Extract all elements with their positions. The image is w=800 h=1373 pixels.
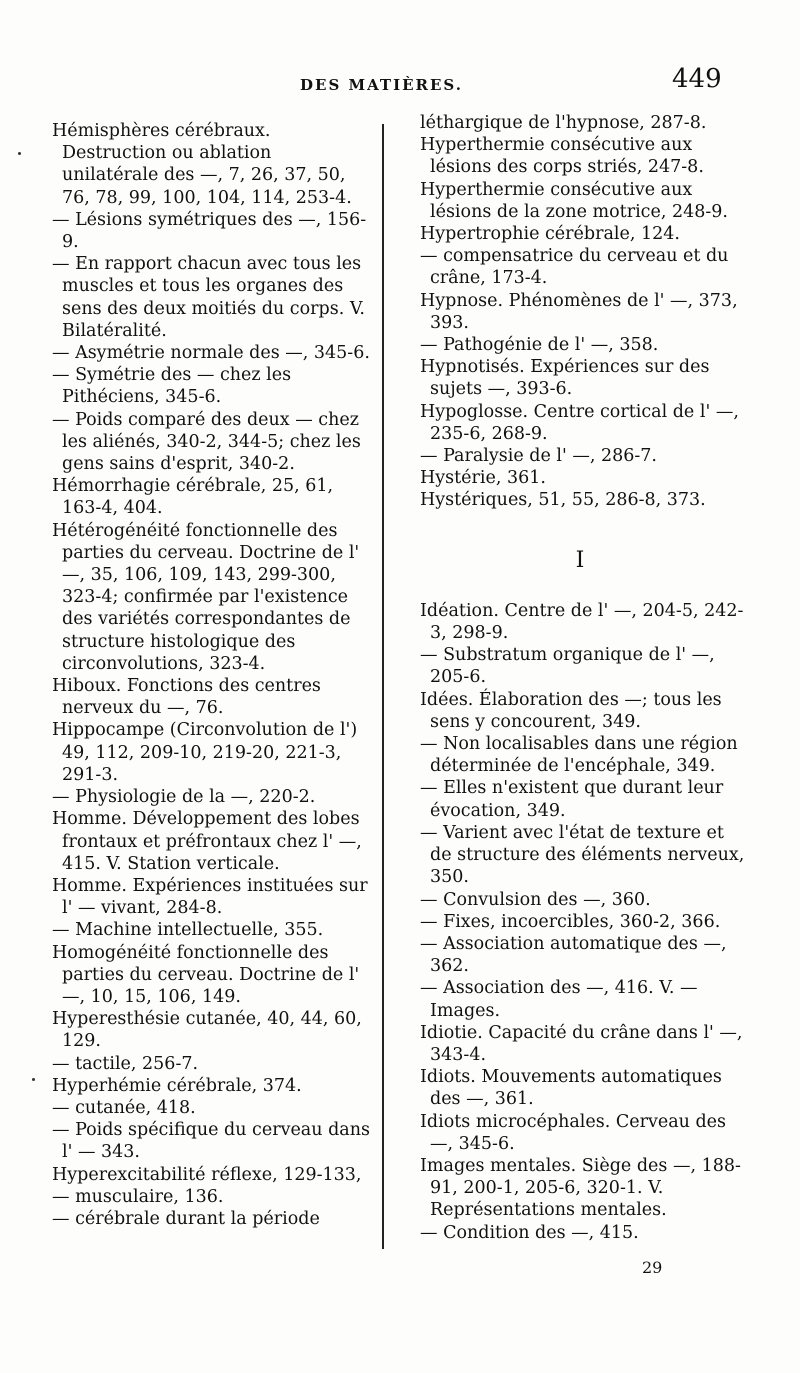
index-entry: — Substratum organique de l' —, 205-6. [420,645,715,688]
index-entry: — Lésions symétriques des —, 156-9. [52,209,367,253]
index-entry: léthargique de l'hypnose, 287-8. [420,113,707,133]
index-entry: Hypnose. Phénomènes de l' —, 373, 393. [420,290,738,333]
index-entry: — Symétrie des — chez les Pithéciens, 345-6. [52,365,292,408]
index-entry: — tactile, 256-7. [52,1053,199,1074]
index-entry: — Fixes, incoercibles, 360-2, 366. [420,911,721,932]
index-entry: — Asymétrie normale des —, 345-6. [52,343,370,364]
index-entry: Idéation. Centre de l' —, 204-5, 242-3, 298-9. [420,600,744,644]
index-entry: Hémisphères cérébraux. Destruction ou ablation unilatérale des —, 7, 26, 37, 50, 76, 78, 99, 100, 104, 114, 253-4. [52,121,352,208]
index-entry: Homogénéité fonctionnelle des parties du cerveau. Doctrine de l' —, 10, 15, 106, 149. [52,942,360,1007]
index-entry: Idiotie. Capacité du crâne dans l' —, 343-4. [420,1022,743,1065]
right-column-i-entries [410,600,750,1244]
index-entry: Hippocampe (Circonvolution de l') 49, 112, 209-10, 219-20, 221-3, 291-3. [52,720,358,785]
index-entry: — Non localisables dans une région déterminée de l'encéphale, 349. [420,734,738,777]
right-column [410,112,750,1244]
index-entry: Hémorrhagie cérébrale, 25, 61, 163-4, 404. [52,476,334,519]
running-header: DES MATIÈRES. [300,76,463,94]
index-entry: — Association automatique des —, 362. [420,933,727,977]
index-entry: Homme. Expériences instituées sur l' — vivant, 284-8. [52,875,368,919]
index-entry: Hystériques, 51, 55, 286-8, 373. [420,490,706,511]
index-entry: Images mentales. Siège des —, 188-91, 200-1, 205-6, 320-1. V. Représentations mentales. [420,1155,741,1221]
index-entry: Hypnotisés. Expériences sur des sujets —, 393-6. [420,357,710,400]
index-entry: Hystérie, 361. [420,468,546,489]
index-entry: — cérébrale durant la période [52,1208,320,1229]
section-letter-heading: I [575,547,585,573]
index-entry: — Paralysie de l' —, 286-7. [420,446,657,467]
index-entry: Idiots microcéphales. Cerveau des —, 345-6. [420,1111,727,1154]
index-entry: — Physiologie de la —, 220-2. [52,787,316,808]
index-entry: — Poids spécifique du cerveau dans l' — 343. [52,1120,370,1163]
index-entry: — Elles n'existent que durant leur évocation, 349. [420,778,724,821]
index-entry: Idiots. Mouvements automatiques des —, 361. [420,1067,722,1110]
index-entry: Idées. Élaboration des —; tous les sens y concourent, 349. [420,689,722,732]
index-entry: Hypoglosse. Centre cortical de l' —, 235-6, 268-9. [420,401,739,444]
index-entry: Hétérogénéité fonctionnelle des parties du cerveau. Doctrine de l' —, 35, 106, 109, 143, 299-300, 323-4; confirmée par l'existence des variétés correspondantes de structure histologique des circonvolutions, 323-4. [52,520,360,674]
right-column-h-entries [410,112,750,512]
signature-mark: 29 [642,1258,663,1277]
ink-speck [18,152,21,155]
index-entry: Hiboux. Fonctions des centres nerveux du —, 76. [52,676,321,719]
index-entry: Hyperthermie consécutive aux lésions des corps striés, 247-8. [420,135,704,178]
index-entry: — Pathogénie de l' —, 358. [420,335,659,356]
index-entry: — musculaire, 136. [52,1186,224,1207]
index-entry: — compensatrice du cerveau et du crâne, 173-4. [420,246,729,289]
index-entry: Hypertrophie cérébrale, 124. [420,224,680,245]
index-entry: — Varient avec l'état de texture et de structure des éléments nerveux, 350. [420,822,745,888]
index-entry: Hyperesthésie cutanée, 40, 44, 60, 129. [52,1009,362,1052]
index-entry: Homme. Développement des lobes frontaux et préfrontaux chez l' —, 415. V. Station verticale. [52,809,362,874]
index-entry: — Poids comparé des deux — chez les aliénés, 340-2, 344-5; chez les gens sains d'esprit, 340-2. [52,409,361,475]
index-entry: Hyperthermie consécutive aux lésions de la zone motrice, 248-9. [420,179,728,222]
column-divider [382,124,384,1249]
index-entry: — cutanée, 418. [52,1097,196,1118]
index-entry: — Condition des —, 415. [420,1222,639,1243]
index-entry: Hyperhémie cérébrale, 374. [52,1075,302,1096]
index-entry: — Association des —, 416. V. — Images. [420,978,698,1021]
index-entry: — Machine intellectuelle, 355. [52,920,324,941]
index-entry: Hyperexcitabilité réflexe, 129-133, [52,1164,362,1185]
index-entry: — En rapport chacun avec tous les muscles et tous les organes des sens des deux moitiés du corps. V. Bilatéralité. [52,254,365,341]
index-entry: — Convulsion des —, 360. [420,889,651,910]
ink-speck [32,1078,35,1081]
page-number: 449 [672,64,722,94]
left-column [42,120,372,1230]
